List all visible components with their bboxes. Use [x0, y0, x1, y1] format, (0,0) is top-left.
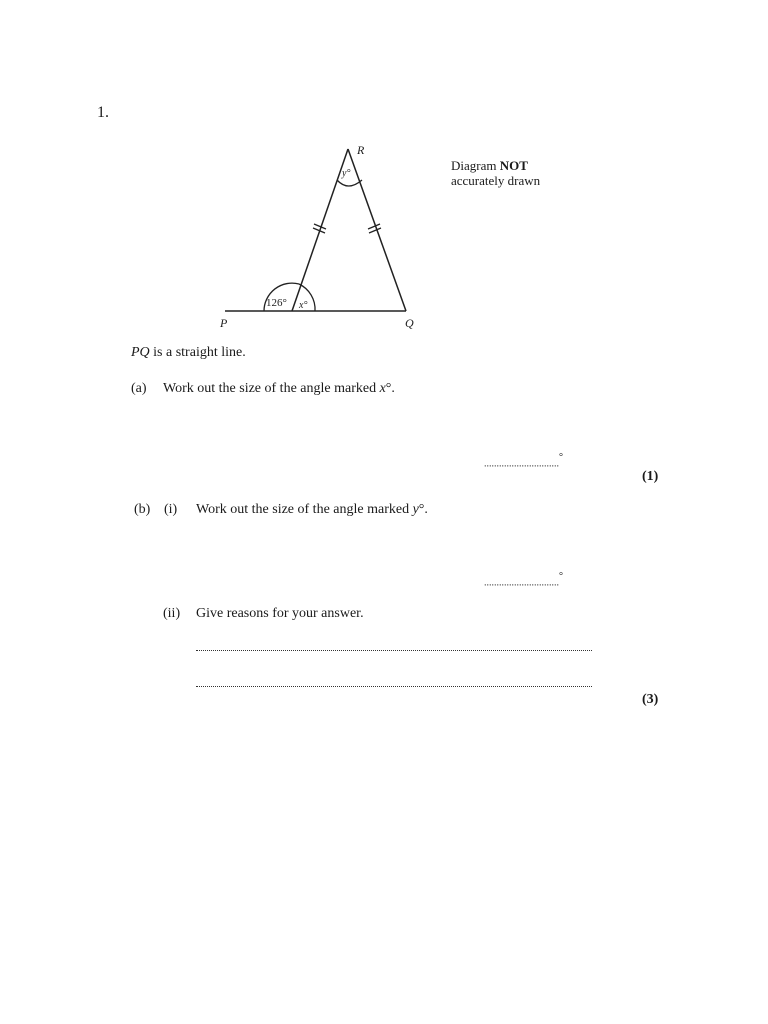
part-b-ii-label: (ii): [163, 606, 181, 621]
part-b-marks: (3): [642, 692, 659, 707]
part-a-answer[interactable]: [484, 452, 563, 471]
diagram-note: [451, 158, 540, 188]
part-a-var: x: [379, 381, 386, 396]
label-x-angle: x°: [299, 300, 308, 311]
triangle-diagram: [200, 138, 440, 338]
part-b-ii-answer-line-1[interactable]: [196, 650, 592, 652]
label-p: P: [220, 316, 228, 330]
label-r: R: [357, 143, 365, 157]
tick-right-1: [368, 224, 380, 229]
part-b-i-degree: °: [559, 571, 563, 582]
pq-rest: is a straight line.: [149, 345, 246, 360]
question-number: 1.: [97, 104, 109, 121]
tick-right-2: [369, 228, 381, 233]
part-b-i-answer[interactable]: [484, 571, 563, 590]
label-q: Q: [405, 316, 414, 330]
pq-symbol: PQ: [131, 345, 150, 360]
part-a-degree: °: [559, 452, 563, 463]
note-line1-bold: NOT: [499, 158, 528, 173]
part-b-ii-answer-line-2[interactable]: [196, 686, 592, 688]
part-b-i-label: (i): [164, 502, 178, 517]
part-a-answer-dots[interactable]: ..............................: [484, 458, 559, 470]
label-126-angle: 126°: [266, 297, 287, 309]
label-y-angle: y°: [342, 168, 351, 179]
side-left: [292, 149, 351, 311]
note-line1-prefix: Diagram: [451, 158, 500, 173]
part-b-i-var: y: [412, 502, 419, 517]
part-b-i-text-after: °.: [418, 502, 428, 517]
part-a-text-before: Work out the size of the angle marked: [163, 381, 380, 396]
part-b-i-question: [196, 502, 428, 518]
part-b-i-answer-dots[interactable]: ..............................: [484, 577, 559, 589]
note-line2: accurately drawn: [451, 173, 541, 188]
part-a-label: (a): [131, 381, 147, 396]
part-a-text-after: °.: [385, 381, 395, 396]
pq-statement: [131, 345, 246, 361]
part-a-question: [163, 381, 395, 397]
part-b-i-text-before: Work out the size of the angle marked: [196, 502, 413, 517]
part-a-marks: (1): [642, 469, 659, 484]
part-b-ii-question: Give reasons for your answer.: [196, 606, 364, 621]
arc-angle-y: [337, 180, 362, 186]
part-b-label: (b): [134, 502, 151, 517]
